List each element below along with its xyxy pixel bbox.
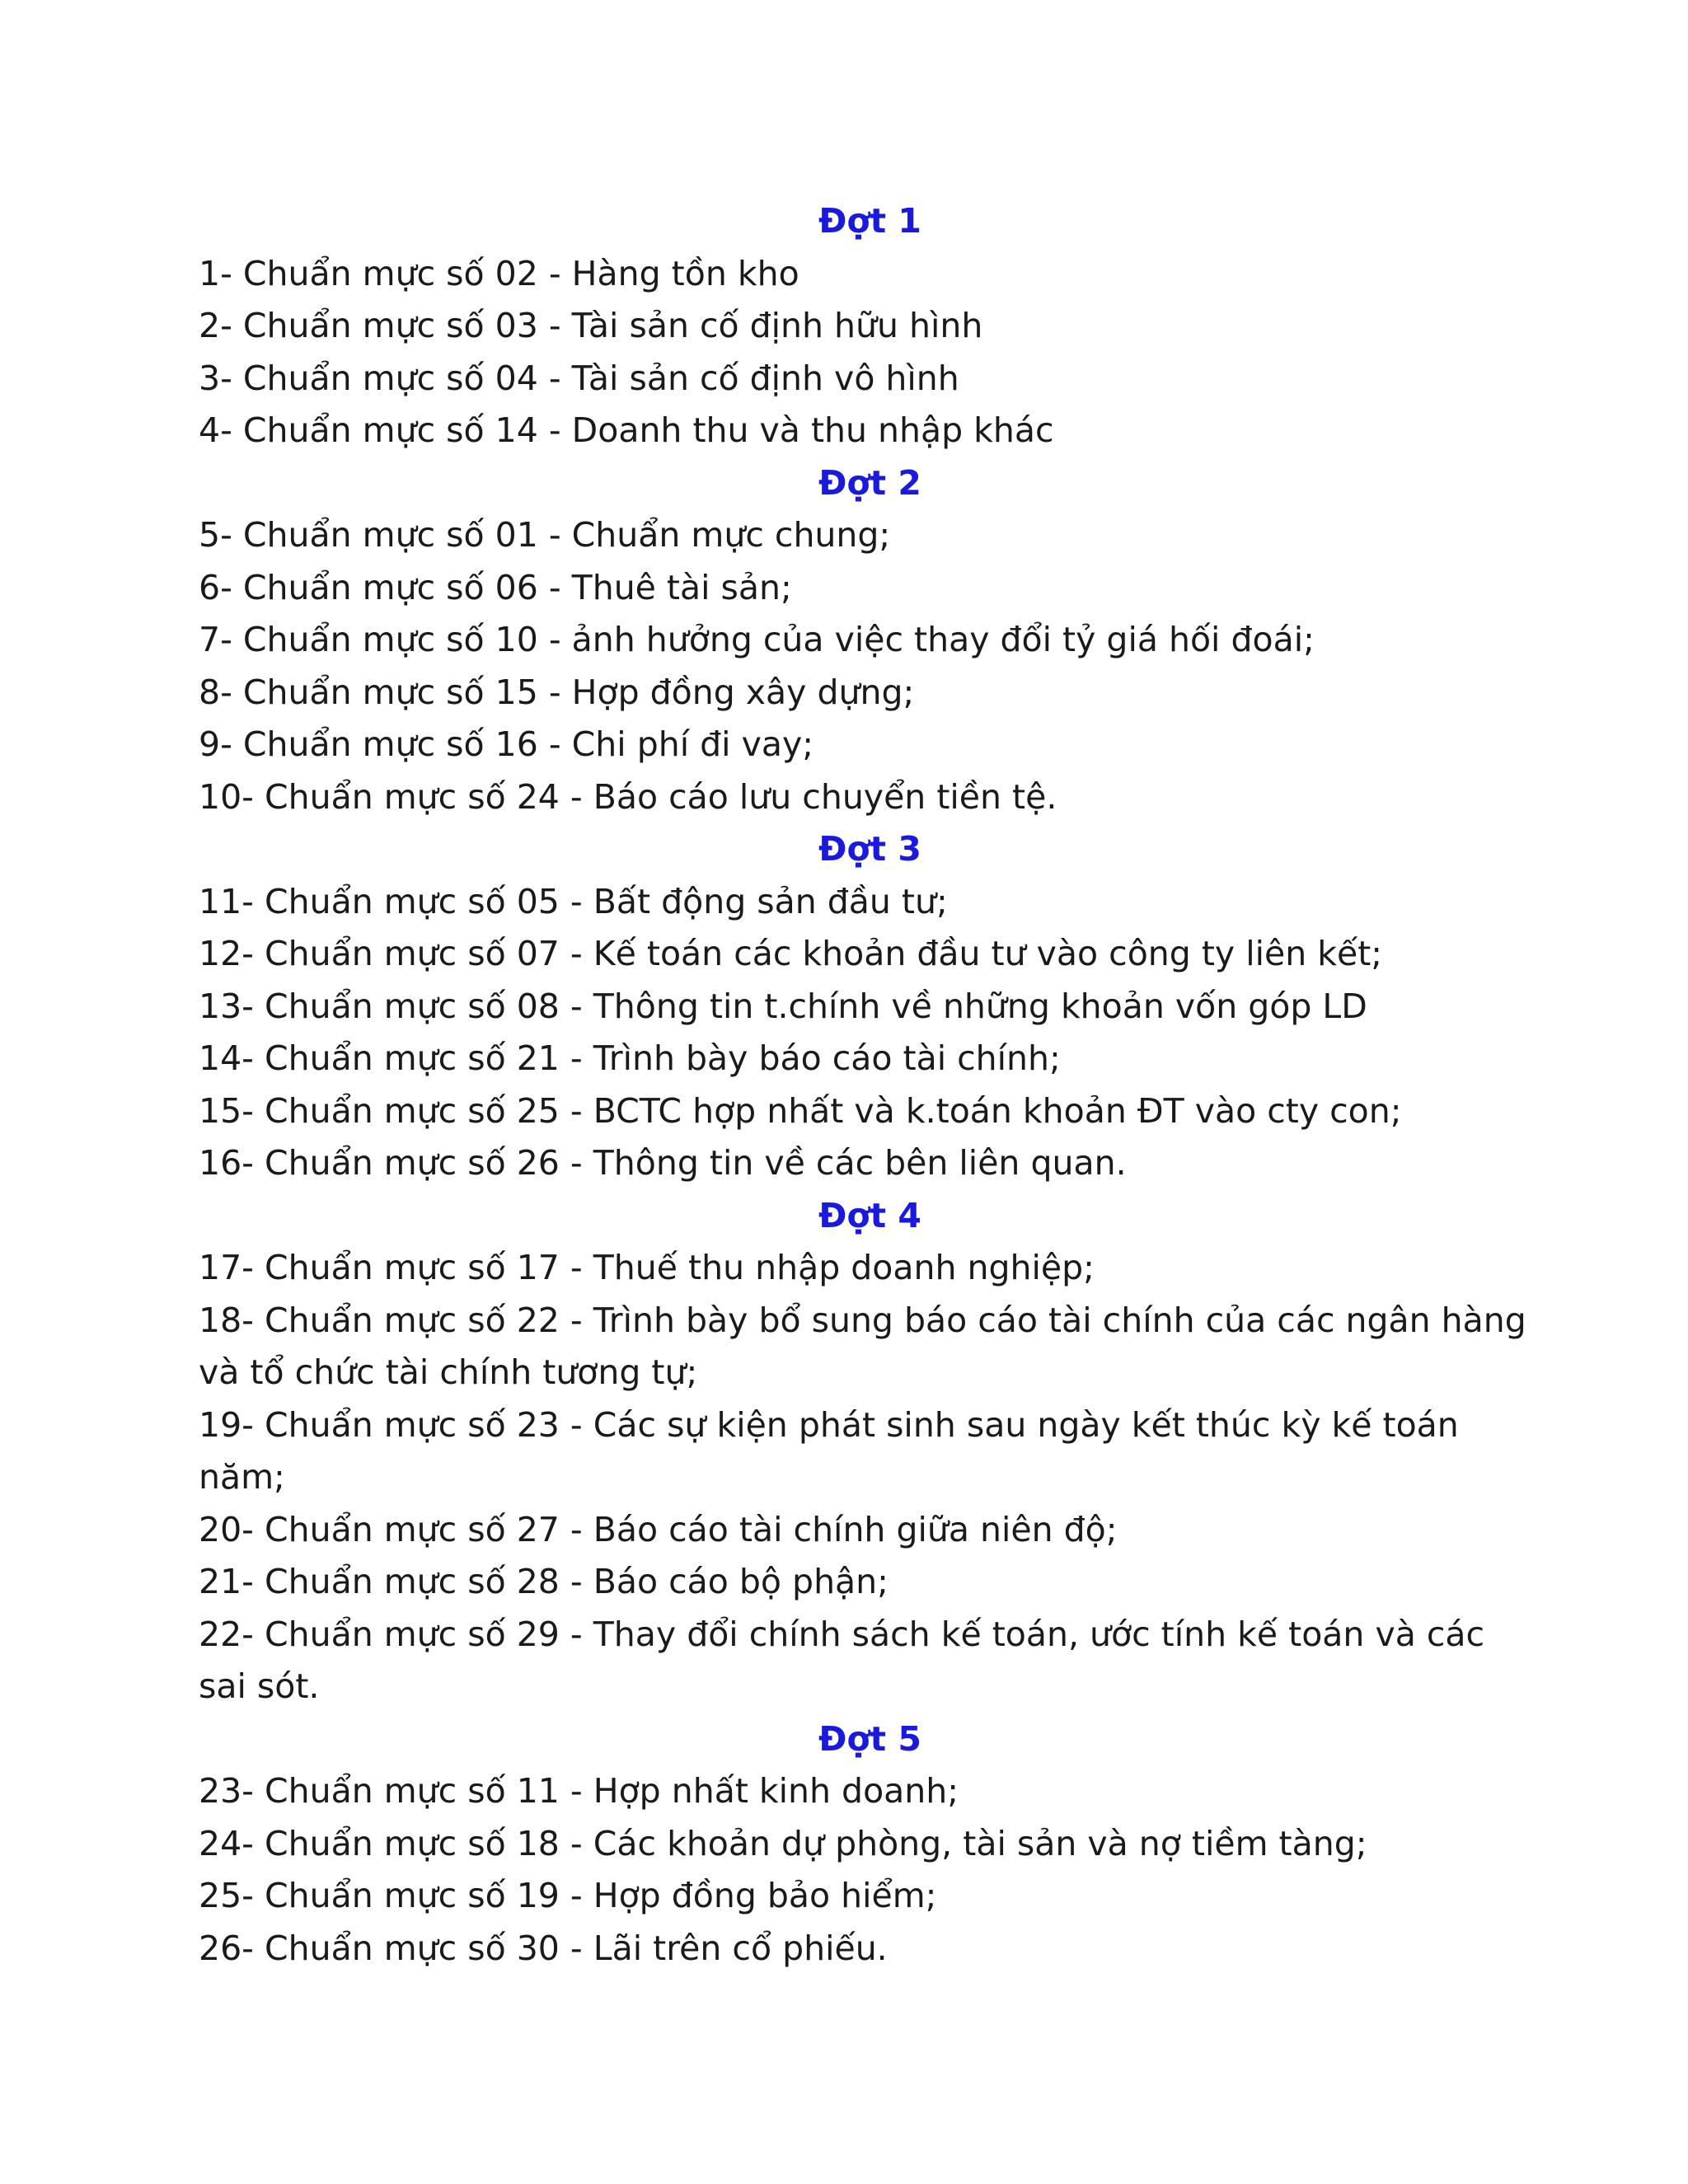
- section-dot-2: [199, 457, 1538, 824]
- list-item: 5- Chuẩn mực số 01 - Chuẩn mực chung;: [199, 515, 891, 555]
- section-heading: Đợt 4: [818, 1195, 921, 1235]
- list-item: 21- Chuẩn mực số 28 - Báo cáo bộ phận;: [199, 1562, 889, 1601]
- list-item: 12- Chuẩn mực số 07 - Kế toán các khoản đầu tư vào công ty liên kết;: [199, 934, 1383, 973]
- list-item: 22- Chuẩn mực số 29 - Thay đổi chính sách kế toán, ước tính kế toán và các sai sót.: [199, 1614, 1485, 1706]
- list-item: 18- Chuẩn mực số 22 - Trình bày bổ sung báo cáo tài chính của các ngân hàng và tổ chức tài chính tương tự;: [199, 1300, 1526, 1392]
- section-dot-1: [199, 195, 1538, 457]
- list-item: 10- Chuẩn mực số 24 - Báo cáo lưu chuyển tiền tệ.: [199, 776, 1057, 817]
- list-item: 3- Chuẩn mực số 04 - Tài sản cố định vô hình: [199, 358, 959, 398]
- list-item: 25- Chuẩn mực số 19 - Hợp đồng bảo hiểm;: [199, 1876, 937, 1915]
- list-item: 8- Chuẩn mực số 15 - Hợp đồng xây dựng;: [199, 672, 915, 712]
- section-dot-3: [199, 823, 1538, 1190]
- section-dot-4: [199, 1190, 1538, 1713]
- list-item: 19- Chuẩn mực số 23 - Các sự kiện phát sinh sau ngày kết thúc kỳ kế toán năm;: [199, 1404, 1459, 1497]
- list-item: 24- Chuẩn mực số 18 - Các khoản dự phòng, tài sản và nợ tiềm tàng;: [199, 1823, 1367, 1863]
- list-item: 13- Chuẩn mực số 08 - Thông tin t.chính về những khoản vốn góp LD: [199, 986, 1367, 1026]
- list-item: 14- Chuẩn mực số 21 - Trình bày báo cáo tài chính;: [199, 1038, 1061, 1078]
- list-item: 4- Chuẩn mực số 14 - Doanh thu và thu nhập khác: [199, 410, 1054, 450]
- section-dot-5: [199, 1713, 1538, 1975]
- section-heading: Đợt 3: [818, 829, 921, 869]
- list-item: 17- Chuẩn mực số 17 - Thuế thu nhập doanh nghiệp;: [199, 1248, 1095, 1287]
- list-item: 15- Chuẩn mực số 25 - BCTC hợp nhất và k.toán khoản ĐT vào cty con;: [199, 1090, 1402, 1131]
- list-item: 9- Chuẩn mực số 16 - Chi phí đi vay;: [199, 724, 814, 764]
- list-item: 11- Chuẩn mực số 05 - Bất động sản đầu tư;: [199, 881, 948, 921]
- section-heading: Đợt 2: [818, 462, 921, 503]
- list-item: 2- Chuẩn mực số 03 - Tài sản cố định hữu hình: [199, 306, 983, 345]
- list-item: 7- Chuẩn mực số 10 - ảnh hưởng của việc thay đổi tỷ giá hối đoái;: [199, 620, 1315, 659]
- list-item: 23- Chuẩn mực số 11 - Hợp nhất kinh doanh;: [199, 1771, 959, 1811]
- list-item: 6- Chuẩn mực số 06 - Thuê tài sản;: [199, 567, 792, 607]
- list-item: 20- Chuẩn mực số 27 - Báo cáo tài chính giữa niên độ;: [199, 1509, 1118, 1549]
- section-heading: Đợt 5: [818, 1718, 921, 1759]
- section-heading: Đợt 1: [818, 201, 921, 241]
- list-item: 26- Chuẩn mực số 30 - Lãi trên cổ phiếu.: [199, 1928, 888, 1968]
- list-item: 1- Chuẩn mực số 02 - Hàng tồn kho: [199, 253, 799, 293]
- document-page: [199, 195, 1538, 1975]
- list-item: 16- Chuẩn mực số 26 - Thông tin về các bên liên quan.: [199, 1143, 1127, 1183]
